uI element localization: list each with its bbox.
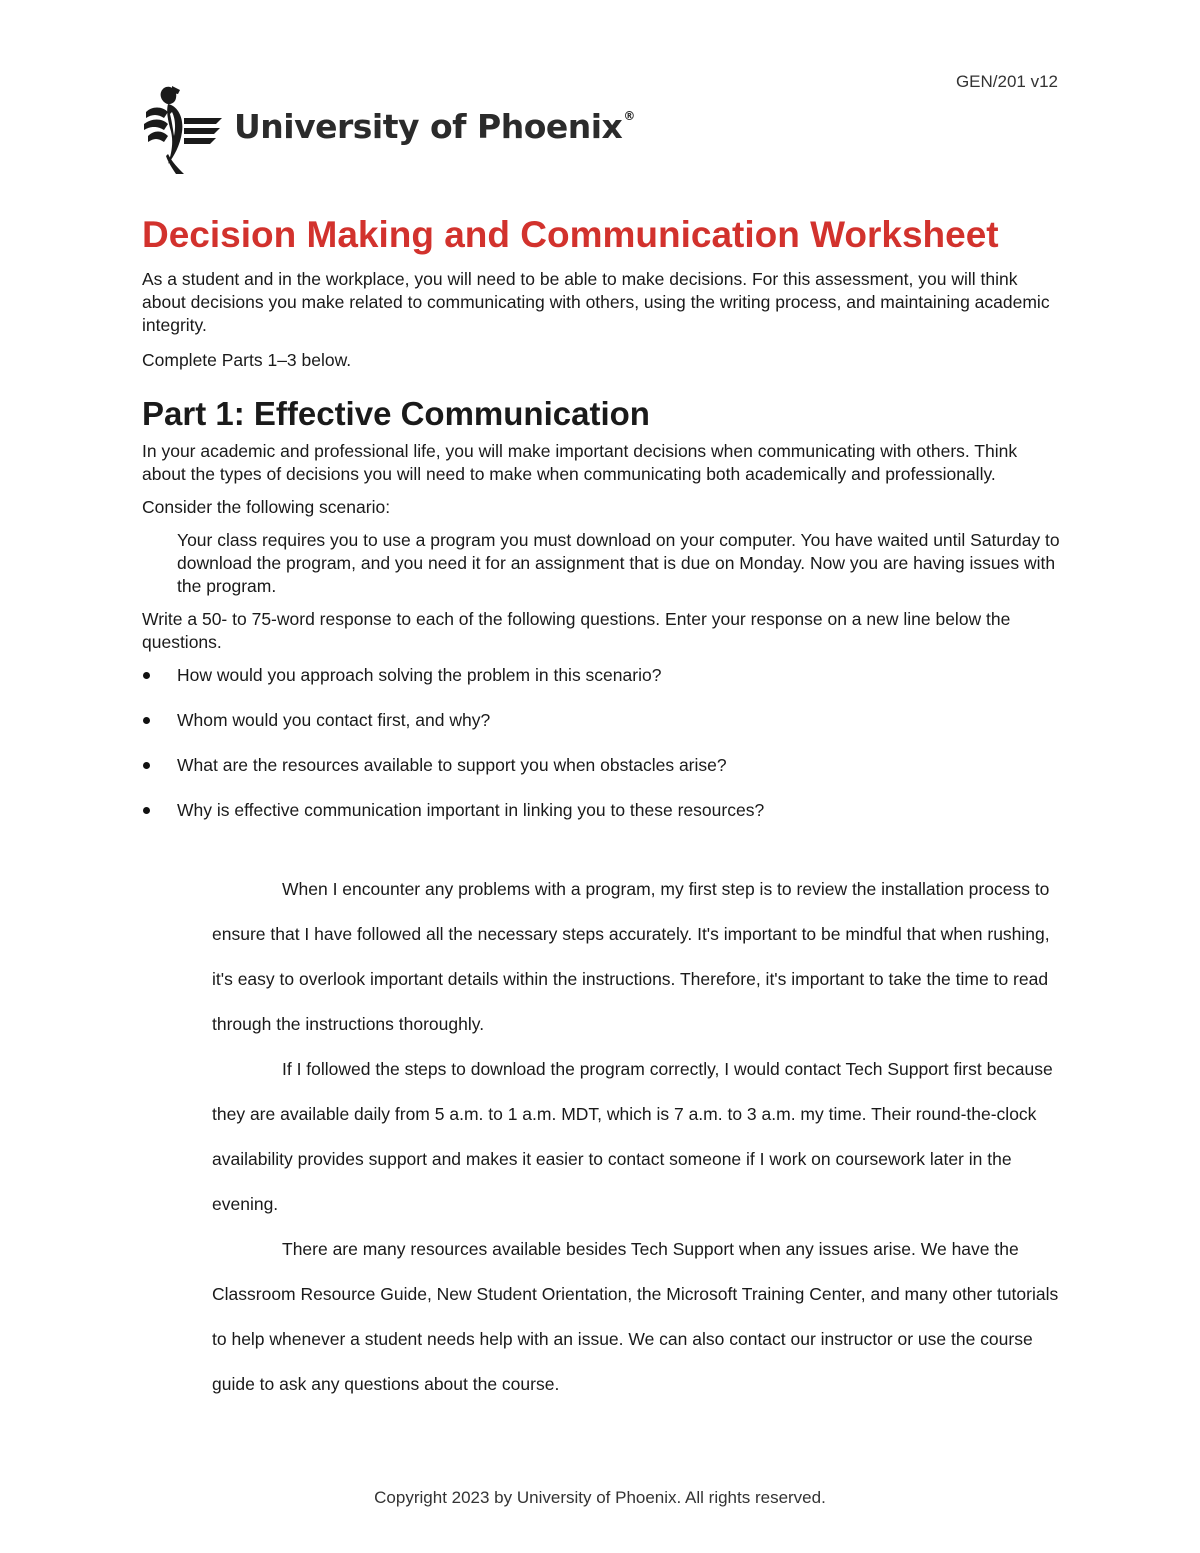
- registered-mark: ®: [623, 108, 635, 123]
- scenario-text: Your class requires you to use a program you must download on your computer. You have waited until Saturday to download the program, and you need it for an assignment that is due on Monday. Now you are having issues with the program.: [177, 530, 1060, 596]
- main-content: [142, 268, 1062, 844]
- response-text: [212, 867, 1072, 1407]
- page-title: Decision Making and Communication Worksheet: [142, 214, 999, 255]
- complete-parts-text: Complete Parts 1–3 below.: [142, 350, 352, 370]
- response-paragraph: If I followed the steps to download the program correctly, I would contact Tech Support first because they are available daily from 5 a.m. to 1 a.m. MDT, which is 7 a.m. to 3 a.m. my time. Their round-the-clock availability provides support and makes it easier to contact someone if I work on coursework later in the evening.: [212, 1059, 1053, 1214]
- question-item: Why is effective communication important in linking you to these resources?: [142, 799, 1062, 844]
- part1-description: In your academic and professional life, you will make important decisions when communicating with others. Think about the types of decisions you will need to make when communicating both academically and professionally.: [142, 441, 1018, 484]
- logo-text: University of Phoenix®: [234, 106, 635, 146]
- bullet-icon: [143, 672, 150, 679]
- question-item: Whom would you contact first, and why?: [142, 709, 1062, 754]
- intro-paragraph: As a student and in the workplace, you will need to be able to make decisions. For this assessment, you will think about decisions you make related to communicating with others, using the writing process, and maintaining academic integrity.: [142, 269, 1050, 335]
- university-logo: [142, 84, 635, 176]
- bullet-icon: [143, 762, 150, 769]
- question-item: What are the resources available to support you when obstacles arise?: [142, 754, 1062, 799]
- response-paragraph: When I encounter any problems with a program, my first step is to review the installation process to ensure that I have followed all the necessary steps accurately. It's important to be mindful that when rushing, it's easy to overlook important details within the instructions. Therefore, it's important to take the time to read through the instructions thoroughly.: [212, 879, 1050, 1034]
- response-paragraph: There are many resources available besides Tech Support when any issues arise. We have the Classroom Resource Guide, New Student Orientation, the Microsoft Training Center, and many other tutorials to help whenever a student needs help with an issue. We can also contact our instructor or use the course guide to ask any questions about the course.: [212, 1239, 1059, 1394]
- phoenix-bird-icon: [142, 84, 224, 176]
- question-list: [142, 664, 1062, 844]
- copyright-footer: Copyright 2023 by University of Phoenix. All rights reserved.: [374, 1488, 826, 1507]
- bullet-icon: [143, 807, 150, 814]
- part1-heading: Part 1: Effective Communication: [142, 395, 650, 432]
- bullet-icon: [143, 717, 150, 724]
- instructions-text: Write a 50- to 75-word response to each of the following questions. Enter your response on a new line below the questions.: [142, 609, 1011, 652]
- course-code: GEN/201 v12: [955, 72, 1058, 91]
- question-item: How would you approach solving the problem in this scenario?: [142, 664, 1062, 709]
- consider-text: Consider the following scenario:: [142, 497, 391, 517]
